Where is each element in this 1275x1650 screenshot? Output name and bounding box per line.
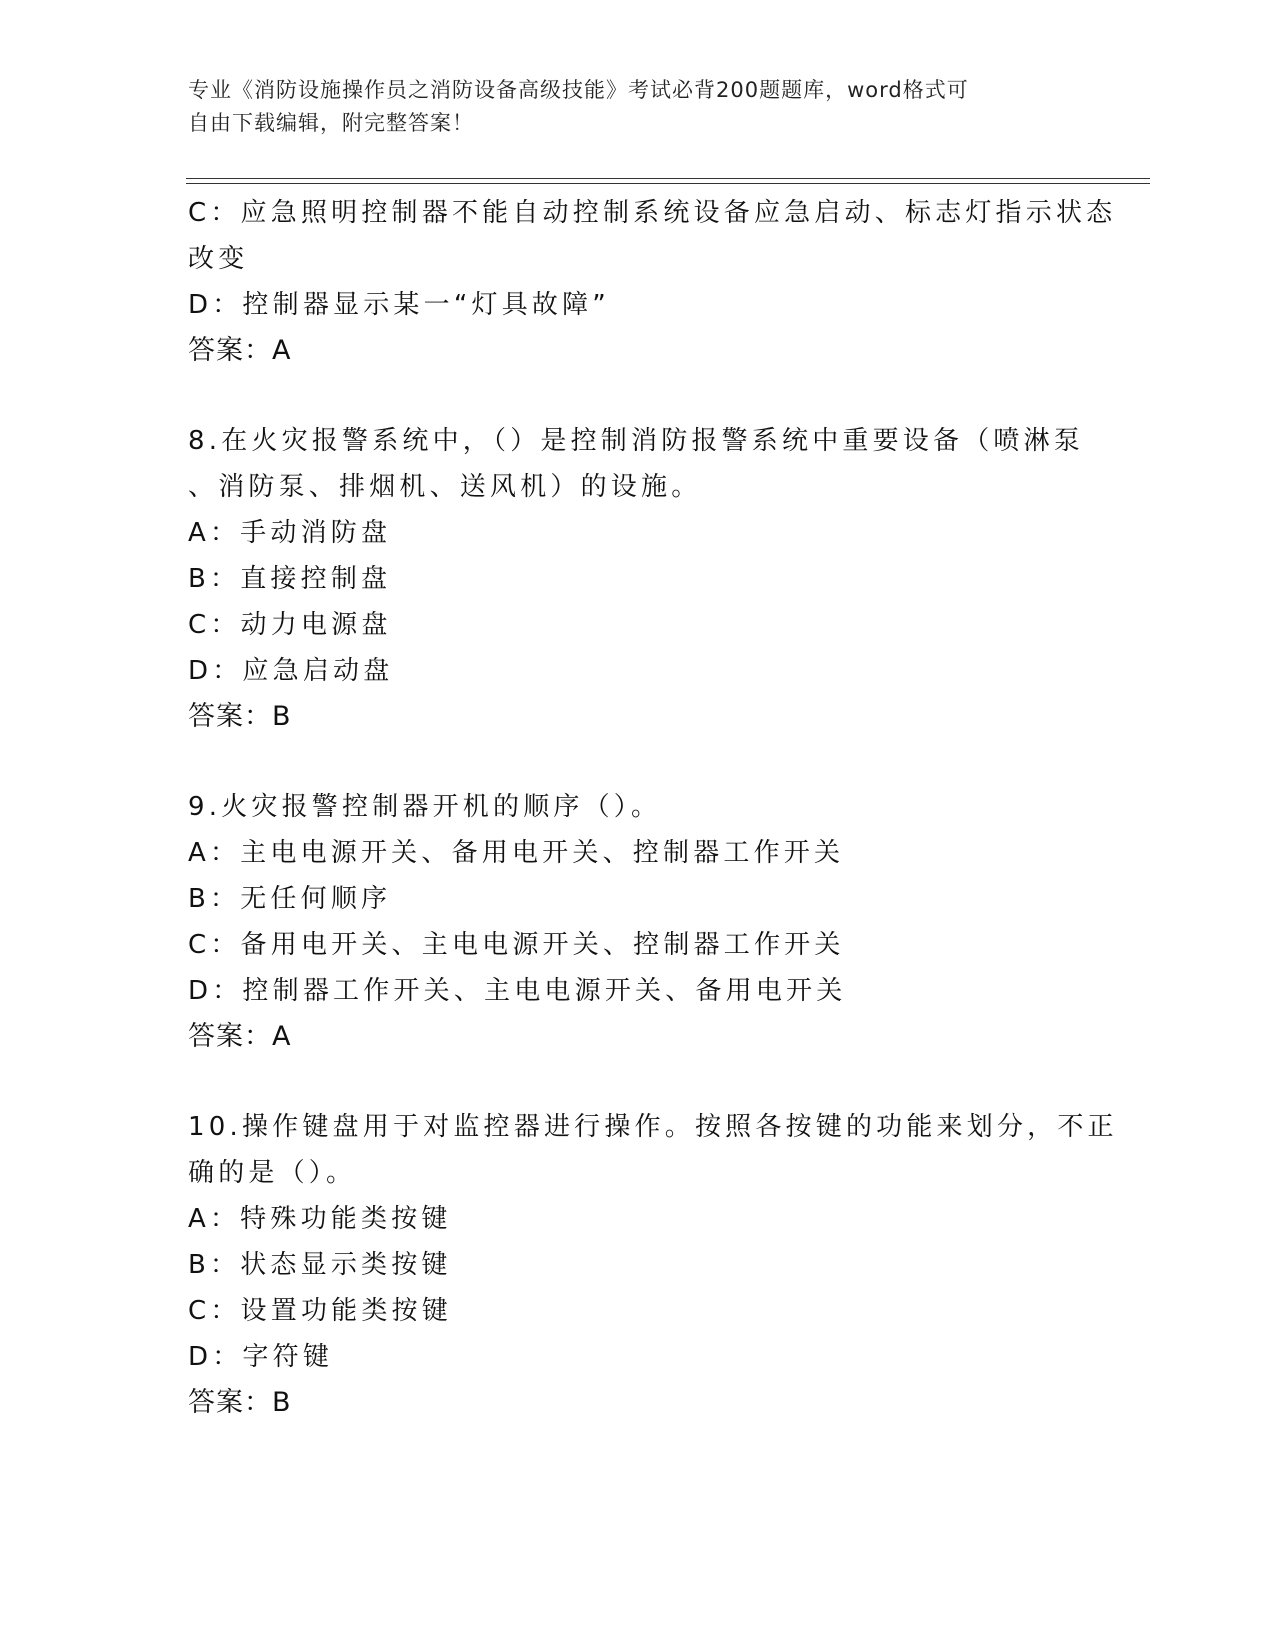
question-content: [188, 190, 1118, 1426]
question-answer: 答案：B: [188, 1387, 292, 1418]
question-answer: 答案：B: [188, 701, 292, 732]
question-7-option-c-line-2: 改变: [188, 244, 249, 274]
option-c: C：动力电源盘: [188, 610, 392, 640]
question-9: [188, 784, 1078, 1060]
option-a: A：主电电源开关、备用电开关、控制器工作开关: [188, 838, 845, 868]
option-d: D：应急启动盘: [188, 656, 394, 686]
option-d: D：字符键: [188, 1342, 334, 1372]
question-stem-line-1: 9.火灾报警控制器开机的顺序（）。: [188, 792, 662, 822]
question-answer: 答案：A: [188, 1021, 292, 1052]
option-b: B：状态显示类按键: [188, 1250, 452, 1280]
option-a: A：特殊功能类按键: [188, 1204, 452, 1234]
question-7-answer: 答案：A: [188, 335, 292, 366]
document-header: [188, 74, 1068, 140]
header-divider-bottom: [186, 183, 1150, 184]
question-7-continuation: [188, 190, 1117, 374]
spacer: [188, 740, 1078, 784]
option-b: B：无任何顺序: [188, 884, 392, 914]
question-stem-line-2: 确的是（）。: [188, 1158, 357, 1188]
question-stem-line-1: 10.操作键盘用于对监控器进行操作。按照各按键的功能来划分，不正: [188, 1112, 1118, 1142]
spacer: [188, 1060, 1078, 1104]
question-stem-line-1: 8.在火灾报警系统中，（）是控制消防报警系统中重要设备（喷淋泵: [188, 426, 1085, 456]
header-line-1: 专业《消防设施操作员之消防设备高级技能》考试必背200题题库，word格式可: [188, 78, 969, 102]
header-divider-top: [186, 178, 1150, 179]
option-a: A：手动消防盘: [188, 518, 392, 548]
header-line-2: 自由下载编辑，附完整答案！: [188, 111, 474, 135]
option-c: C：备用电开关、主电电源开关、控制器工作开关: [188, 930, 845, 960]
option-c: C：设置功能类按键: [188, 1296, 452, 1326]
option-b: B：直接控制盘: [188, 564, 392, 594]
question-10: [188, 1104, 1118, 1426]
question-7-option-c-line-1: C：应急照明控制器不能自动控制系统设备应急启动、标志灯指示状态: [188, 198, 1117, 228]
question-stem-line-2: 、消防泵、排烟机、送风机）的设施。: [188, 472, 702, 502]
question-7-option-d: D：控制器显示某一“灯具故障”: [188, 290, 610, 320]
option-d: D：控制器工作开关、主电电源开关、备用电开关: [188, 976, 847, 1006]
spacer: [188, 374, 1078, 418]
question-8: [188, 418, 1085, 740]
